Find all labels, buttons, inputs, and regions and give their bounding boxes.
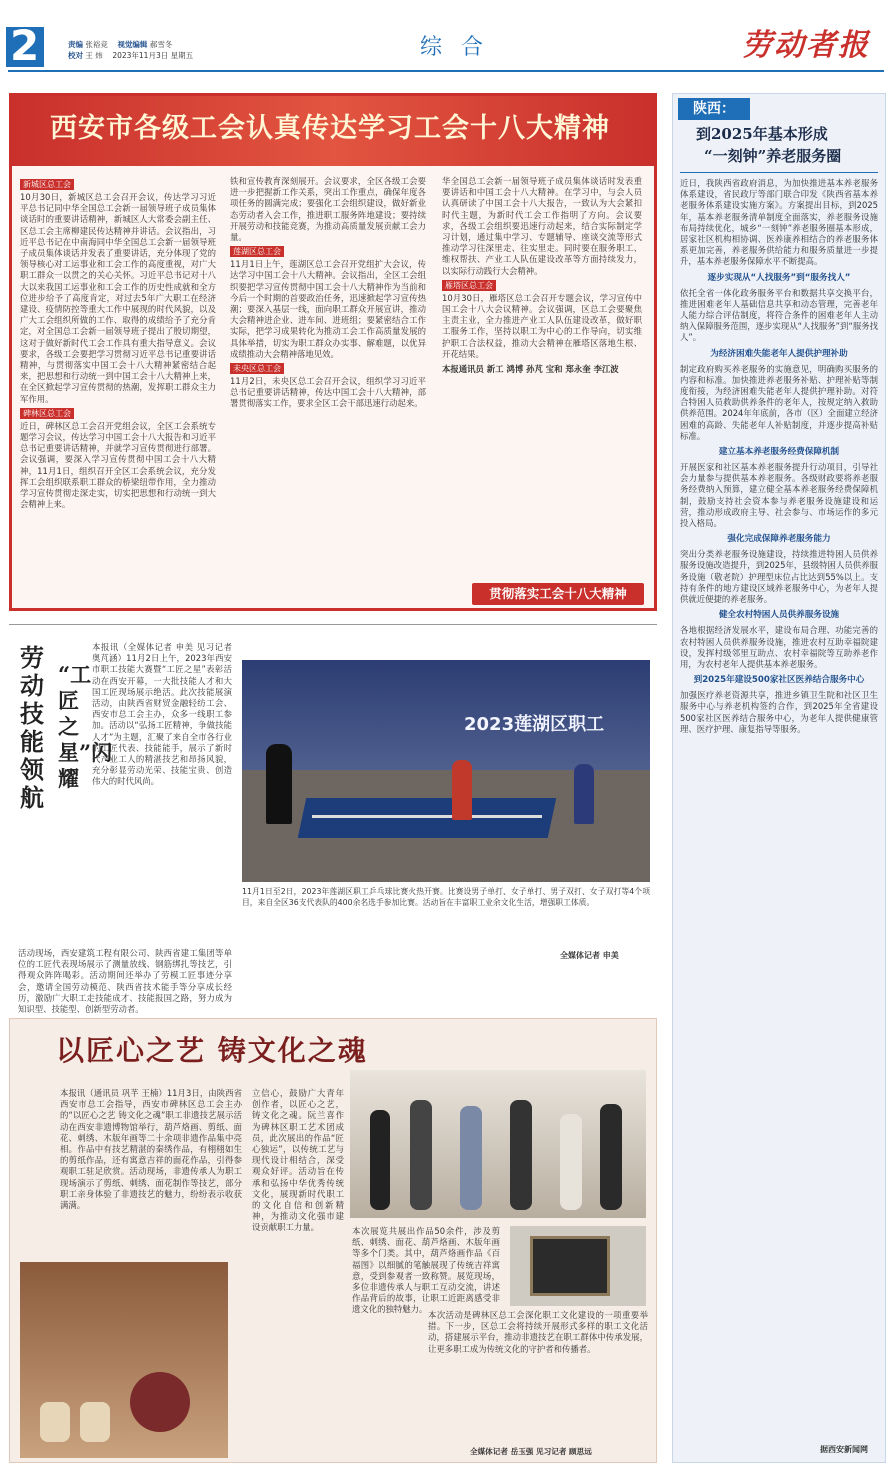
article-text: 11月2日，未央区总工会召开会议，组织学习习近平总书记重要讲话精神，传达中国工会十八大精神，部署贯彻落实工作，要求全区工会干部迅速行动起来。 xyxy=(230,376,426,409)
feature3-byline: 全媒体记者 岳玉强 见习记者 顾思远 xyxy=(470,1447,592,1456)
sidebar-body xyxy=(680,178,878,1440)
ping-pong-table xyxy=(298,798,557,838)
article-text: 依托全省一体化政务服务平台和数据共享交换平台，推进困难老年人基础信息共享和动态管理，完善老年人能力综合评估制度，将符合条件的困难老年人主动纳入保障服务范围，逐步实现从“人找服务”到“服务找人”。 xyxy=(680,287,878,343)
feature2-title: 劳动技能领航 xyxy=(20,643,44,812)
section-tag: 雁塔区总工会 xyxy=(442,280,496,291)
article-text: 各地根据经济发展水平，建设布局合理、功能完善的农村特困人员供养服务设施，推进农村互助幸福院建设，发挥村级邻里互助点、农村幸福院等互助养老作用，为农村老年人提供基本养老服务。 xyxy=(680,625,878,669)
table-tennis-photo xyxy=(242,660,650,882)
feature3-col4: 本次活动是碑林区总工会深化职工文化建设的一项重要举措。下一步，区总工会将持续开展形式多样的职工文化活动，搭建展示平台，推动非遗技艺在职工群体中传承发展，让更多职工成为传统文化的守护者和传播者。 xyxy=(428,1310,648,1354)
sidebar-tag: 陕西： xyxy=(678,98,750,120)
subheading: 健全农村特困人员供养服务设施 xyxy=(718,610,840,621)
subheading: 建立基本养老服务经费保障机制 xyxy=(718,447,840,458)
article-text: 加强医疗养老资源共享，推进乡镇卫生院和社区卫生服务中心与养老机构签约合作，到2025年全省建设500家社区医养结合服务中心，为老年人提供健康管理、医疗护理、康复指导等服务。 xyxy=(680,690,878,734)
section-tag: 莲湖区总工会 xyxy=(230,246,284,257)
article-text: 突出分类养老服务设施建设，持续推进特困人员供养服务设施改造提升，到2025年，县级特困人员供养服务设施（敬老院）护理型床位占比达到55%以上。支持有条件的地方建设区域养老服务中心，为老年人提供就近便捷的养老服务。 xyxy=(680,549,878,605)
subheading: 逐步实现从“人找服务”到“服务找人” xyxy=(707,272,851,283)
feature1-title: 西安市各级工会认真传达学习工会十八大精神 xyxy=(50,113,610,144)
subheading: 为经济困难失能老年人提供护理补助 xyxy=(710,348,848,359)
photo-caption: 11月1日至2日，2023年莲湖区职工乒乓球比赛火热开赛。比赛设男子单打、女子单打、男子双打、女子双打等4个项目，来自全区36支代表队的400余名选手参加比赛。活动旨在丰富职工业余文化生活，增强职工体质。 xyxy=(242,887,650,907)
photo-credit: 全媒体记者 申美 xyxy=(560,951,619,960)
artwork-photo xyxy=(510,1226,646,1306)
feature3-col2: 立信心，鼓励广大青年创作者，以匠心之艺，铸文化之魂。阮兰喜作为碑林区职工艺术团成员，此次展出的作品“匠心独运”，以传统工艺与现代设计相结合，深受观众好评。活动旨在传承和弘扬中华优秀传统文化，展现新时代职工的文化自信和创新精神，为推动文化强市建设贡献职工力量。 xyxy=(252,1088,344,1233)
sidebar-title-2: “一刻钟”养老服务圈 xyxy=(704,147,842,165)
subheading: 到2025年建设500家社区医养结合服务中心 xyxy=(693,675,865,686)
feature1-banner-text: 贯彻落实工会十八大精神 xyxy=(489,586,627,601)
player-figure xyxy=(266,744,292,824)
page-number: 2 xyxy=(10,21,40,70)
sidebar-title-rule xyxy=(680,172,878,173)
player-figure xyxy=(574,764,594,824)
subheading: 强化完成保障养老服务能力 xyxy=(727,534,831,545)
feature1-col3 xyxy=(442,176,642,574)
article-text: 近日，碑林区总工会召开党组会议，全区工会系统专题学习会议，传达学习中国工会十八大报告和习近平总书记重要讲话精神，并就学习宣传贯彻进行部署。会议强调，要深入学习宣传贯彻中国工会十八大精神，11月1日，组织召开全区工会系统会议，充分发挥工会组织联系职工群众的桥梁纽带作用，全力推动学习宣传贯彻走深走实，切实把思想和行动统一到大会精神上来。 xyxy=(20,420,216,510)
article-text: 10月30日，新城区总工会召开会议，传达学习习近平总书记同中华全国总工会新一届领导班子成员集体谈话时的重要讲话精神，新城区人大常委会副主任、区总工会主席柳建民传达精神并讲话。会议指出，习近平总书记在中南海同中华全国总工会新一届领导班子成员集体谈话并发表了重要讲话，充分体现了党的领导核心对工运事业和工会工作的高度重视，对广大职工群众一以贯之的关心关怀。习近平总书记对十八大以来我国工运事业和工会工作的历史性成就和全方位进步给予了高度肯定，对过去5年广大职工在经济建设、疫情防控等重大工作中展现的时代风貌，以及广大工会组织所做的工作、取得的成绩给予了充分肯定，对全国总工会新一届领导班子提出了殷切期望，这对于做好新时代工会工作具有重大指导意义。会议要求，各级工会要把学习贯彻习近平总书记重要讲话精神，与贯彻落实中国工会十八大精神紧密结合起来，把思想和行动统一到中国工会十八大精神上来，在全区掀起学习宣传贯彻的热潮，发挥职工群众主力军作用。 xyxy=(20,192,216,404)
masthead-rule xyxy=(8,70,884,72)
player-figure xyxy=(452,760,472,820)
feature2-subtitle: “工匠之星”闪耀 xyxy=(58,662,113,791)
feature3-title: 以匠心之艺 铸文化之魂 xyxy=(56,1034,368,1067)
proof-line: 校对 王 炜 2023年11月3日 星期五 xyxy=(68,51,194,60)
feature2-body: 活动现场，西安建筑工程有限公司、陕西省建工集团等单位的工匠代表现场展示了测量放线、钢筋绑扎等技艺，引得观众阵阵喝彩。活动期间还举办了劳模工匠事迹分享会，邀请全国劳动模范、陕西省技术能手等分享成长经历，激励广大职工走技能成才、技能报国之路，努力成为知识型、技能型、创新型劳动者。 xyxy=(18,948,232,1015)
feature2-top-rule xyxy=(9,624,657,625)
article-text: 华全国总工会新一届领导班子成员集体谈话时发表重要讲话和中国工会十八大精神。在学习中，与会人员认真研读了中国工会十八大报告，一致认为大会紧扣时代主题，为新时代工会工作指明了方向。会议要求，各级工会组织要迅速行动起来，结合实际制定学习计划，通过集中学习、专题辅导、座谈交流等形式推动学习往深里走、往实里走。同时要在服务职工、维权帮扶、产业工人队伍建设改革等方面持续发力，以实际行动践行大会精神。 xyxy=(442,176,642,276)
event-backdrop-text: 2023莲湖区职工 xyxy=(464,714,605,735)
article-text: 11月1日上午，莲湖区总工会召开党组扩大会议，传达学习中国工会十八大精神。会议指出，全区工会组织要把学习宣传贯彻中国工会十八大精神作为当前和今后一个时期的首要政治任务，迅速掀起学习宣传热潮；要深入基层一线，面向职工群众开展宣讲，推动大会精神进企业、进车间、进班组；要紧密结合工作实际，把学习成果转化为推动工会工作高质量发展的具体举措，切实为职工群众办实事、解难题，以优异成绩推动大会精神落地见效。 xyxy=(230,259,426,359)
feature1-col1 xyxy=(20,176,216,602)
sidebar-byline: 据西安新闻网 xyxy=(820,1445,868,1454)
feature3-col3: 本次展览共展出作品50余件，涉及剪纸、刺绣、面花、葫芦烙画、木版年画等多个门类。其中，葫芦烙画作品《百福图》以细腻的笔触展现了传统吉祥寓意，受到参观者一致称赞。展览现场，多位非遗传承人与职工互动交流，讲述作品背后的故事，让职工近距离感受非遗文化的独特魅力。 xyxy=(352,1226,500,1315)
section-tag: 新城区总工会 xyxy=(20,179,74,190)
article-text: 铁和宣传教育深刻展开。会议要求，全区各级工会要进一步把握新工作关系，突出工作重点，确保年度各项任务的圆满完成；要强化工会组织建设，做好新业态劳动者入会工作，推进职工服务阵地建设；要持续开展劳动和技能竞赛，为推动高质量发展贡献工会力量。 xyxy=(230,176,426,243)
craft-photo xyxy=(20,1262,228,1458)
article-text: 10月30日，雁塔区总工会召开专题会议，学习宣传中国工会十八大会议精神。会议强调，区总工会要聚焦主责主业，全力推进产业工人队伍建设改革，做好职工服务工作，坚持以职工为中心的工作导向，切实维护职工合法权益，推动大会精神在雁塔区落地生根、开花结果。 xyxy=(442,292,642,359)
feature3-col1: 本报讯（通讯员 巩芊 王楠）11月3日，由陕西省西安市总工会指导，西安市碑林区总工会主办的“以匠心之艺 铸文化之魂”职工非遗技艺展示活动在西安非遗博物馆举行，葫芦烙画、剪纸、面花、刺绣、木版年画等二十余项非遗作品集中亮相。作品中有技艺精湛的秦绣作品，有栩栩如生的剪纸作品，还有寓意吉祥的面花作品，引得参观职工驻足欣赏。活动现场，非遗传承人为职工现场演示了剪纸、刺绣、面花制作等技艺，部分职工亲身体验了非遗技艺的魅力，纷纷表示收获满满。 xyxy=(60,1088,242,1211)
feature2-lead: 本报讯（全媒体记者 申美 见习记者 奥芃涵）11月2日上午，2023年西安市职工技能大赛暨“工匠之星”表彰活动在西安开幕，一大批技能人才和大国工匠现场展示绝活。此次技能展演活动，由陕西省财贸金融轻纺工会、西安市总工会主办，众多一线职工参加。活动以“弘扬工匠精神，争做技能人才”为主题，汇聚了来自全市各行业的工匠代表、技能能手，展示了新时代产业工人的精湛技艺和昂扬风貌，充分彰显劳动光荣、技能宝贵、创造伟大的时代风尚。 xyxy=(92,642,232,787)
article-text: 开展医家和社区基本养老服务提升行动项目，引导社会力量参与提供基本养老服务。各级财政要将养老服务经费纳入预算，建立健全基本养老服务经费保障机制，鼓励支持社会资本参与养老服务设施建设和运营，推动形成政府主导、社会参与、市场运作的多元投入格局。 xyxy=(680,462,878,529)
article-text: 近日，我陕西省政府消息，为加快推进基本养老服务体系建设，省民政厅等部门联合印发《陕西省基本养老服务体系建设实施方案》。方案提出目标，到2025年，基本养老服务清单制度全面落实，养老服务设施布局持续优化，城乡“一刻钟”养老服务圈基本形成，居家社区机构相协调、医养康养相结合的养老服务体系更加完善，养老服务供给能力和服务质量进一步提升，基本养老服务保障水平不断提高。 xyxy=(680,178,878,267)
exhibition-photo xyxy=(350,1070,646,1218)
section-tag: 未央区总工会 xyxy=(230,363,284,374)
editor-line: 责编 张裕竞 视觉编辑 郝雪冬 xyxy=(68,40,173,49)
feature1-col2 xyxy=(230,176,426,602)
paper-logo: 劳动者报 xyxy=(742,28,870,63)
sidebar-title-1: 到2025年基本形成 xyxy=(696,125,828,143)
byline: 本报通讯员 新工 鸿博 孙芃 宝和 郑永奎 李江波 xyxy=(442,364,619,375)
article-text: 制定政府购买养老服务的实施意见，明确购买服务的内容和标准。加快推进养老服务补贴、护理补贴等制度衔接，为经济困难失能老年人提供护理补助。对符合特困人员救助供养条件的老年人，按规定纳入救助供养范围。2024年年底前，各市（区）全面建立经济困难的高龄、失能老年人补贴制度，并逐步提高补贴标准。 xyxy=(680,363,878,441)
section-tag: 碑林区总工会 xyxy=(20,408,74,419)
section-name: 综 合 xyxy=(420,35,489,60)
